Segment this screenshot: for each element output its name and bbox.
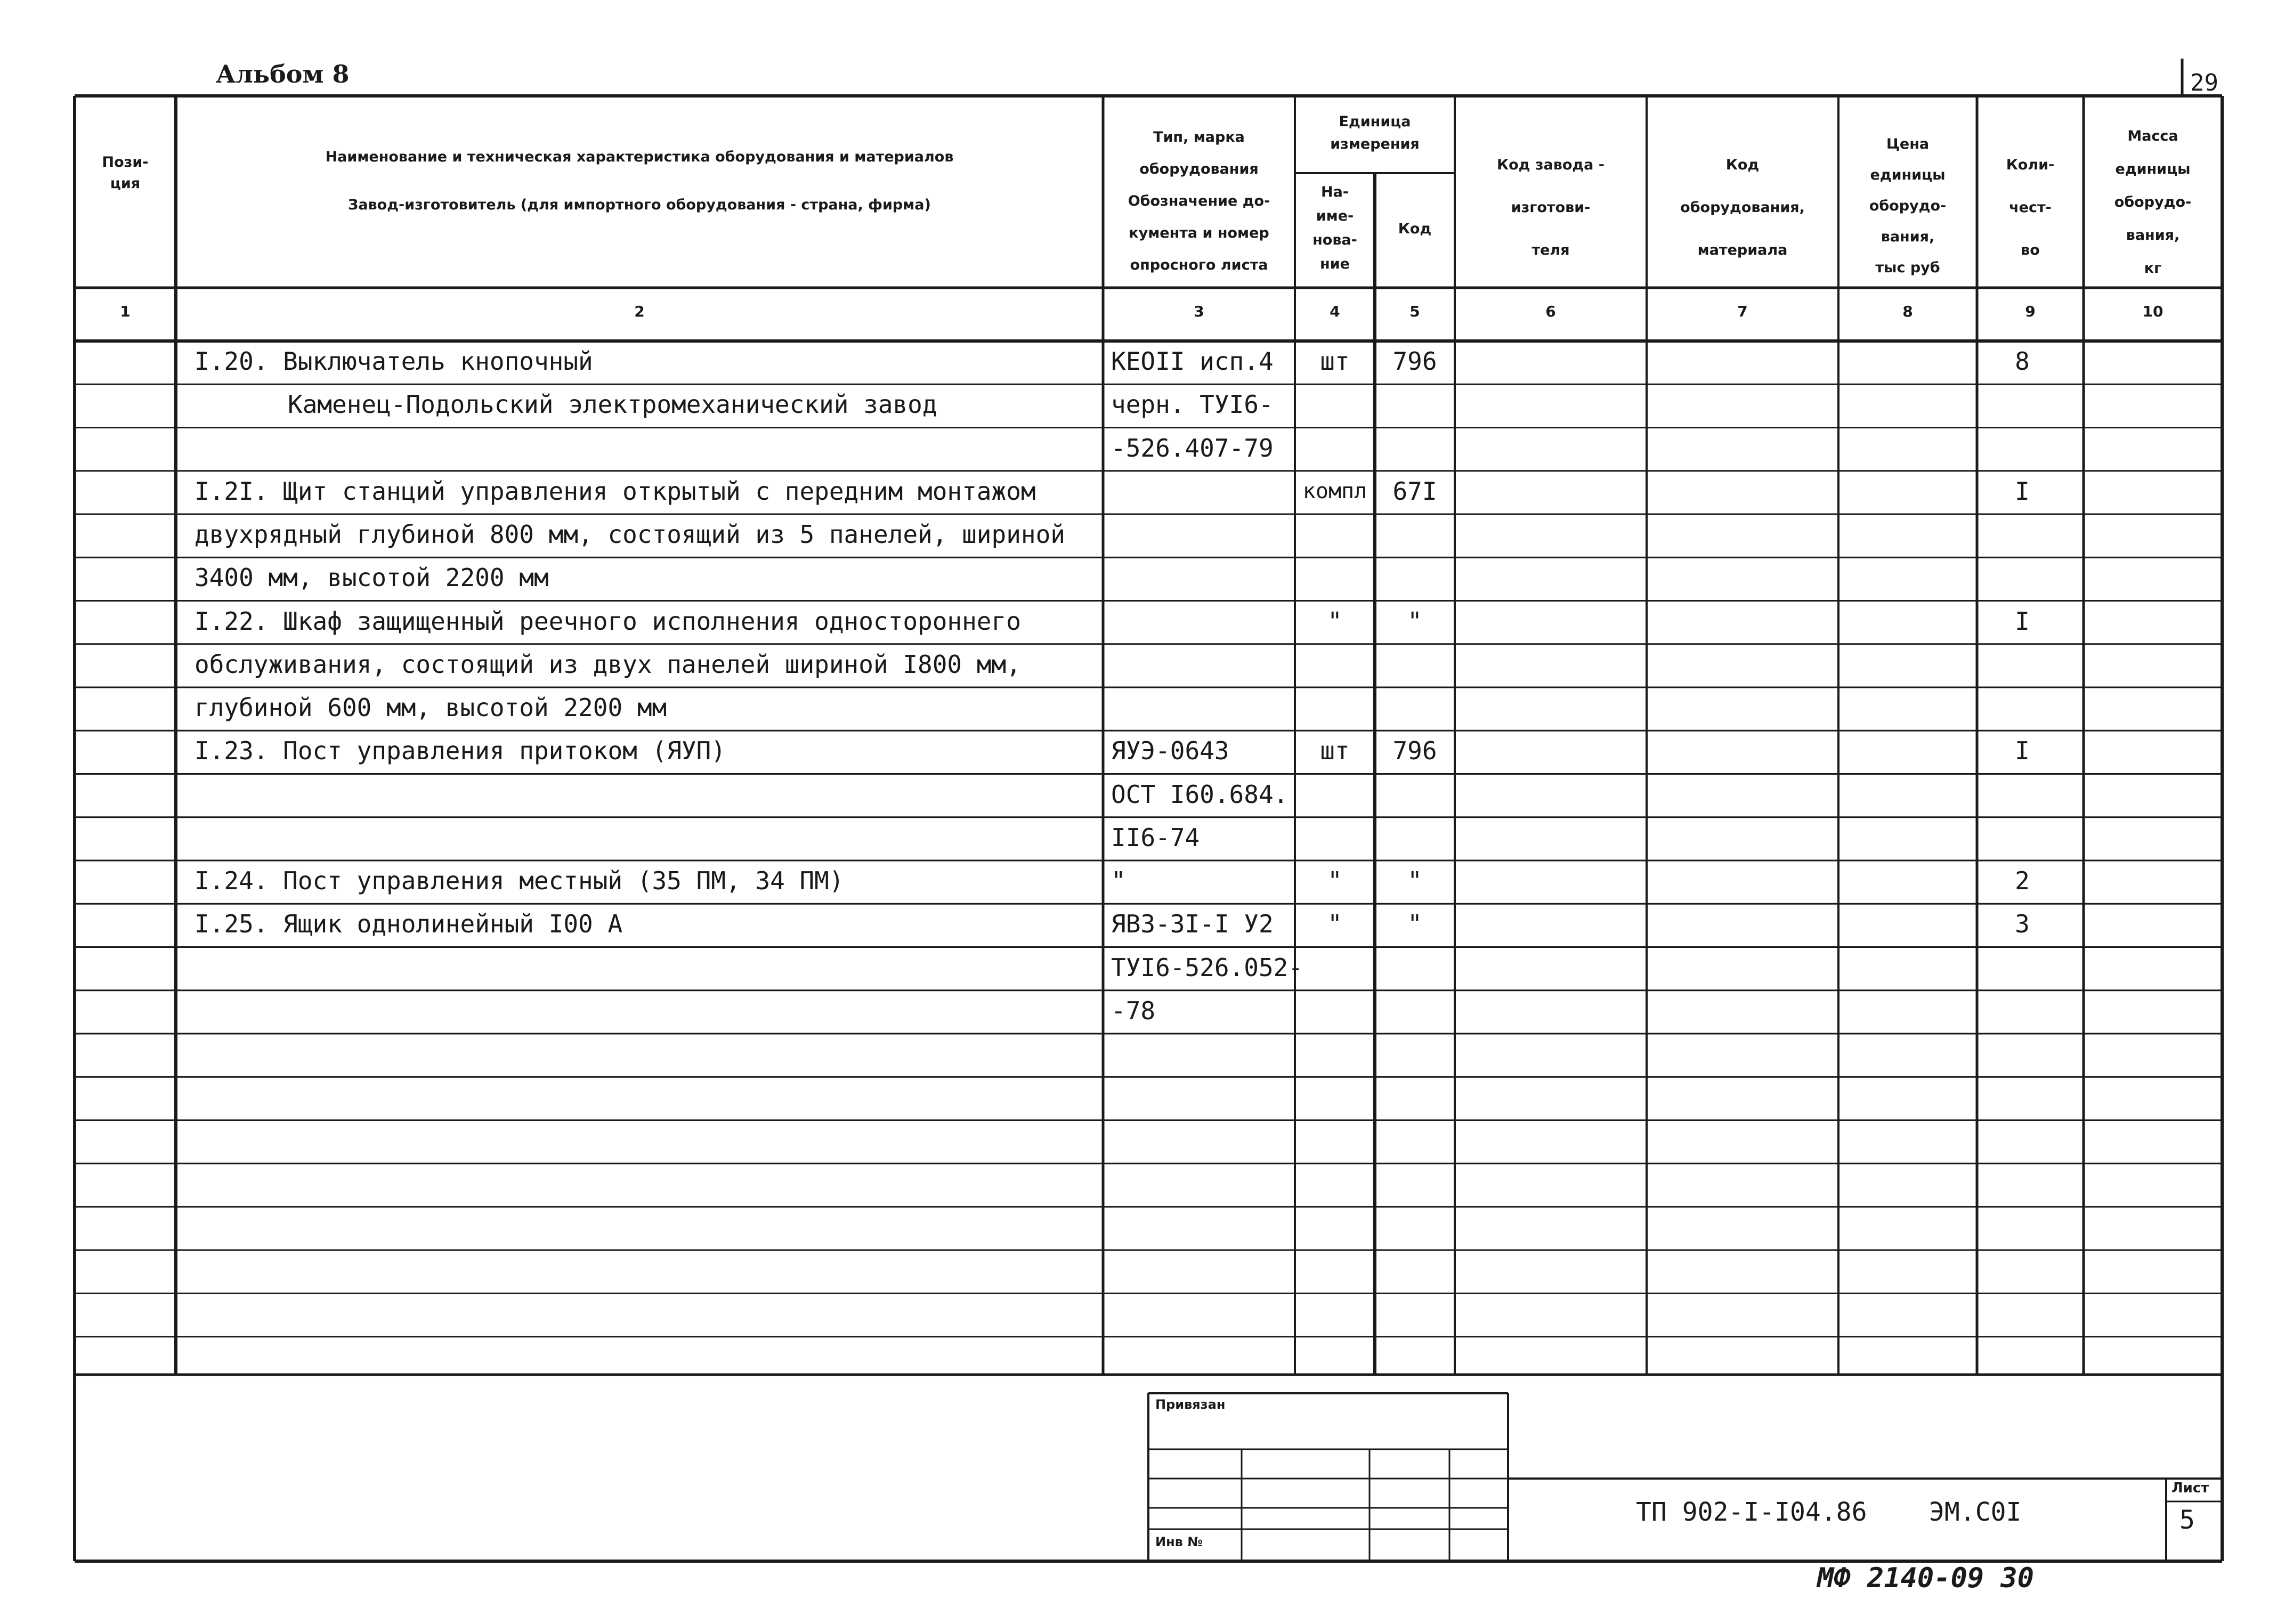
row-qty: 2 <box>2015 866 2030 895</box>
column-number-5: 5 <box>1409 303 1420 320</box>
row-unit: " <box>1327 866 1342 895</box>
row-name: обслуживания, состоящий из двух панелей шириной I800 мм, <box>195 649 1021 679</box>
header-col9: Коли- чест- во <box>2006 157 2055 258</box>
footer-code: МФ 2140-09 30 <box>1817 1562 2034 1594</box>
row-name: I.22. Шкаф защищенный реечного исполнения одностороннего <box>195 606 1021 636</box>
row-type: КЕОII исп.4 <box>1111 347 1274 376</box>
sheet-number: 5 <box>2179 1505 2195 1535</box>
header-col8: Цена единицы оборудо- вания, тыс руб <box>1869 136 1947 276</box>
row-name: I.24. Пост управления местный (35 ПМ, 34 ПМ) <box>195 866 844 895</box>
row-name: Каменец-Подольский электромеханический завод <box>288 390 937 419</box>
row-unit: " <box>1327 910 1342 939</box>
column-number-2: 2 <box>634 303 645 320</box>
row-type: черн. ТУI6- <box>1111 390 1274 419</box>
row-qty: 8 <box>2015 347 2030 376</box>
column-number-10: 10 <box>2142 303 2164 320</box>
row-code: 796 <box>1392 736 1437 766</box>
row-code: " <box>1407 606 1422 636</box>
row-code: 796 <box>1392 347 1437 376</box>
header-col45-group: Единица измерения <box>1330 113 1420 152</box>
header-col3: Тип, марка оборудования Обозначение до- кумента и номер опросного листа <box>1128 129 1270 273</box>
header-col7: Код оборудования, материала <box>1680 157 1805 258</box>
sheet-label: Лист <box>2171 1480 2209 1496</box>
album-label: Альбом 8 <box>216 60 350 88</box>
row-unit: шт <box>1320 736 1350 766</box>
stamp-inv-no: Инв № <box>1155 1534 1203 1549</box>
row-type: II6-74 <box>1111 823 1200 852</box>
row-qty: 3 <box>2015 910 2030 939</box>
row-qty: I <box>2015 736 2030 766</box>
row-unit: " <box>1327 606 1342 636</box>
row-unit: компл <box>1302 478 1367 504</box>
column-number-3: 3 <box>1194 303 1204 320</box>
row-type: -526.407-79 <box>1111 433 1274 462</box>
row-name: I.2I. Щит станций управления открытый с передним монтажом <box>195 476 1036 506</box>
row-code: " <box>1407 910 1422 939</box>
sheet-code: ЭМ.С0I <box>1929 1497 2022 1527</box>
column-number-6: 6 <box>1545 303 1556 320</box>
row-name: I.25. Ящик однолинейный I00 А <box>195 910 623 939</box>
column-number-9: 9 <box>2025 303 2036 320</box>
header-col10: Масса единицы оборудо- вания, кг <box>2114 128 2192 277</box>
header-col5: Код <box>1398 221 1432 237</box>
row-qty: I <box>2015 476 2030 506</box>
column-number-7: 7 <box>1737 303 1748 320</box>
row-qty: I <box>2015 606 2030 636</box>
document-code: ТП 902-I-I04.86 <box>1636 1497 1867 1527</box>
row-type: ТУI6-526.052- <box>1111 953 1303 982</box>
row-name: двухрядный глубиной 800 мм, состоящий из 5 панелей, шириной <box>195 520 1065 549</box>
row-name: глубиной 600 мм, высотой 2200 мм <box>195 693 667 722</box>
column-number-1: 1 <box>120 303 131 320</box>
header-col2-line1: Наименование и техническая характеристика оборудования и материалов <box>325 149 954 165</box>
stamp-privyazan: Привязан <box>1155 1397 1226 1412</box>
row-code: 67I <box>1392 476 1437 506</box>
row-name: 3400 мм, высотой 2200 мм <box>195 563 549 592</box>
row-type: " <box>1111 866 1126 895</box>
column-number-8: 8 <box>1902 303 1913 320</box>
row-code: " <box>1407 866 1422 895</box>
header-col1: Пози- ция <box>102 154 149 192</box>
page-number: 29 <box>2190 69 2218 96</box>
row-unit: шт <box>1320 347 1350 376</box>
row-name: I.20. Выключатель кнопочный <box>195 347 593 376</box>
header-col4: На- име- нова- ние <box>1312 184 1357 272</box>
row-name: I.23. Пост управления притоком (ЯУП) <box>195 736 726 766</box>
row-type: ЯВЗ-3I-I У2 <box>1111 910 1274 939</box>
row-type: -78 <box>1111 996 1156 1025</box>
row-type: ЯУЭ-0643 <box>1111 736 1229 766</box>
column-number-4: 4 <box>1330 303 1340 320</box>
header-col6: Код завода - изготови- теля <box>1497 157 1605 258</box>
header-col2-line2: Завод-изготовитель (для импортного оборудования - страна, фирма) <box>348 197 931 213</box>
row-type: ОСТ I60.684. <box>1111 779 1289 809</box>
